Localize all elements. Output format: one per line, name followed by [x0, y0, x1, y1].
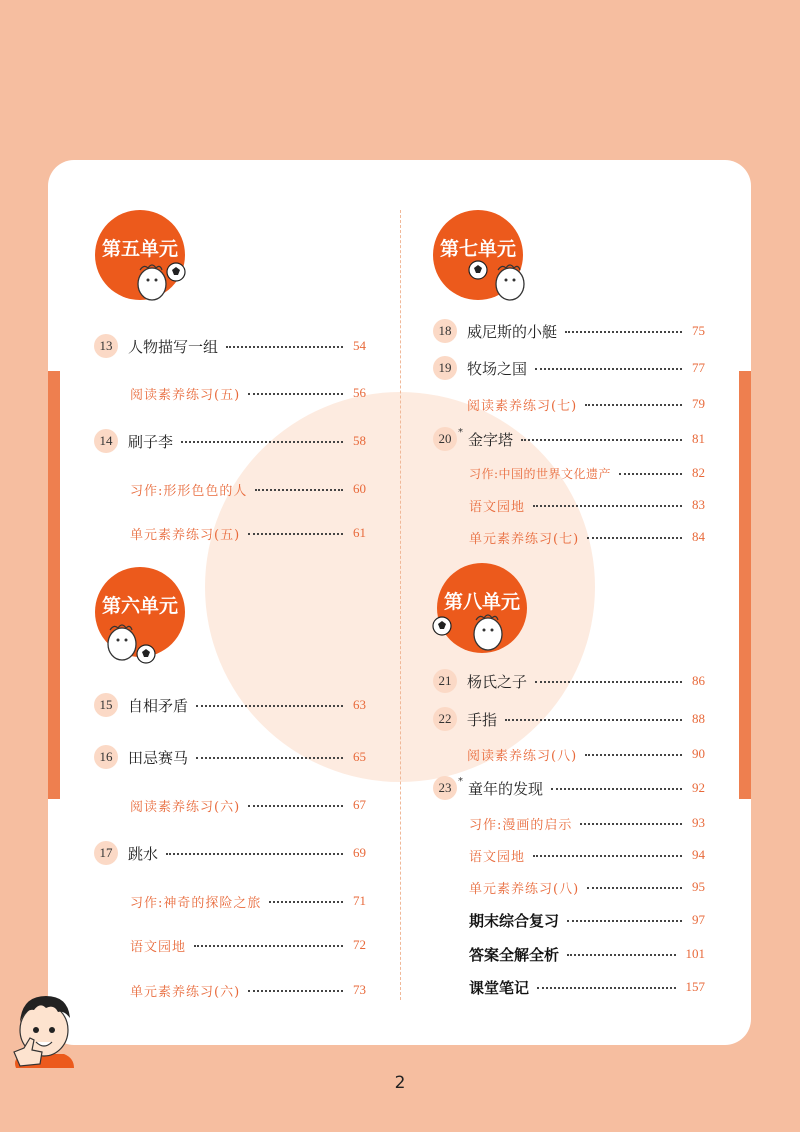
leader-dots	[535, 681, 682, 683]
page-ref: 73	[353, 982, 366, 997]
leader-dots	[567, 954, 675, 956]
page-ref: 56	[353, 385, 366, 400]
leader-dots	[226, 346, 343, 348]
writing-title: 习作:形形色色的人	[130, 483, 248, 499]
toc-entry[interactable]	[469, 525, 705, 549]
practice-title: 阅读素养练习(八)	[467, 748, 578, 764]
page-ref: 65	[353, 749, 366, 764]
page-ref: 77	[692, 360, 705, 375]
leader-dots	[533, 855, 682, 857]
practice-title: 单元素养练习(五)	[130, 527, 241, 543]
leader-dots	[619, 473, 682, 475]
column-divider	[400, 210, 401, 1000]
thumbs-up-boy-icon	[8, 990, 80, 1082]
right-edge-bar	[739, 371, 751, 799]
lesson-number: 14	[94, 429, 118, 453]
leader-dots	[535, 368, 682, 370]
page-ref: 88	[692, 711, 705, 726]
toc-entry[interactable]	[467, 742, 705, 766]
page-ref: 82	[692, 465, 705, 480]
left-edge-bar	[48, 371, 60, 799]
lesson-number: 23	[433, 776, 457, 800]
leader-dots	[567, 920, 682, 922]
page-ref: 101	[685, 946, 705, 961]
leader-dots	[269, 901, 343, 903]
toc-entry[interactable]	[130, 889, 366, 913]
toc-entry[interactable]	[94, 334, 366, 358]
garden-title: 语文园地	[130, 939, 187, 955]
page-ref: 58	[353, 433, 366, 448]
leader-dots	[181, 441, 343, 443]
toc-entry[interactable]	[94, 429, 366, 453]
leader-dots	[533, 505, 682, 507]
toc-entry[interactable]	[433, 319, 705, 343]
lesson-number: 22	[433, 707, 457, 731]
unit5-title: 第五单元	[101, 238, 178, 260]
page-ref: 61	[353, 525, 366, 540]
practice-title: 阅读素养练习(五)	[130, 387, 241, 403]
leader-dots	[196, 757, 343, 759]
lesson-title: 牧场之国	[467, 359, 528, 378]
final-review-title: 期末综合复习	[469, 911, 560, 930]
mascot-soccer-icon	[128, 256, 190, 304]
lesson-number: 18	[433, 319, 457, 343]
optional-star: *	[458, 427, 463, 438]
leader-dots	[248, 990, 343, 992]
lesson-title: 杨氏之子	[467, 672, 528, 691]
practice-title: 单元素养练习(七)	[469, 531, 580, 547]
lesson-number: 20	[433, 427, 457, 451]
practice-title: 阅读素养练习(七)	[467, 398, 578, 414]
toc-entry[interactable]	[433, 707, 705, 731]
page-ref: 75	[692, 323, 705, 338]
page-ref: 90	[692, 746, 705, 761]
writing-title: 习作:中国的世界文化遗产	[469, 466, 612, 481]
leader-dots	[255, 489, 343, 491]
practice-title: 阅读素养练习(六)	[130, 799, 241, 815]
notes-title: 课堂笔记	[469, 978, 530, 997]
unit8-title: 第八单元	[443, 591, 520, 613]
unit7-title: 第七单元	[439, 238, 516, 260]
leader-dots	[248, 805, 343, 807]
page-ref: 92	[692, 780, 705, 795]
lesson-title: 童年的发现	[468, 779, 544, 798]
toc-entry[interactable]	[130, 381, 366, 405]
leader-dots	[587, 887, 682, 889]
toc-entry[interactable]	[130, 793, 366, 817]
page-ref: 93	[692, 815, 705, 830]
lesson-title: 田忌赛马	[128, 748, 189, 767]
mascot-soccer-icon	[100, 618, 160, 666]
lesson-number: 17	[94, 841, 118, 865]
lesson-title: 跳水	[128, 844, 159, 863]
toc-entry[interactable]	[130, 933, 366, 957]
toc-entry[interactable]	[433, 356, 705, 380]
toc-entry[interactable]	[469, 908, 705, 932]
page-ref: 79	[692, 396, 705, 411]
garden-title: 语文园地	[469, 499, 526, 515]
page-ref: 54	[353, 338, 366, 353]
garden-title: 语文园地	[469, 849, 526, 865]
toc-entry[interactable]	[469, 942, 705, 966]
lesson-number: 21	[433, 669, 457, 693]
leader-dots	[585, 404, 682, 406]
toc-entry[interactable]	[469, 461, 705, 485]
leader-dots	[585, 754, 682, 756]
leader-dots	[587, 537, 682, 539]
page-ref: 84	[692, 529, 705, 544]
leader-dots	[194, 945, 343, 947]
writing-title: 习作:漫画的启示	[469, 817, 573, 833]
page-ref: 69	[353, 845, 366, 860]
lesson-title: 威尼斯的小艇	[467, 322, 558, 341]
toc-entry[interactable]	[94, 841, 366, 865]
lesson-title: 自相矛盾	[128, 696, 189, 715]
leader-dots	[248, 533, 343, 535]
page-ref: 60	[353, 481, 366, 496]
toc-entry[interactable]	[94, 693, 366, 717]
leader-dots	[196, 705, 343, 707]
mascot-soccer-icon	[430, 608, 510, 656]
toc-entry[interactable]	[433, 427, 705, 451]
leader-dots	[580, 823, 682, 825]
toc-entry[interactable]	[130, 978, 366, 1002]
toc-entry[interactable]	[469, 975, 705, 999]
page-ref: 97	[692, 912, 705, 927]
toc-entry[interactable]	[469, 843, 705, 867]
leader-dots	[248, 393, 343, 395]
page-ref: 83	[692, 497, 705, 512]
leader-dots	[166, 853, 343, 855]
lesson-title: 人物描写一组	[128, 337, 219, 356]
page-ref: 86	[692, 673, 705, 688]
page-number: 2	[394, 1073, 406, 1093]
lesson-title: 手指	[467, 710, 498, 729]
page-ref: 95	[692, 879, 705, 894]
leader-dots	[537, 987, 675, 989]
leader-dots	[521, 439, 682, 441]
lesson-number: 15	[94, 693, 118, 717]
answers-title: 答案全解全析	[469, 945, 560, 964]
lesson-number: 16	[94, 745, 118, 769]
toc-entry[interactable]	[433, 669, 705, 693]
leader-dots	[505, 719, 682, 721]
toc-entry[interactable]	[433, 776, 705, 800]
toc-entry[interactable]	[130, 477, 366, 501]
leader-dots	[565, 331, 682, 333]
lesson-number: 19	[433, 356, 457, 380]
practice-title: 单元素养练习(八)	[469, 881, 580, 897]
page-ref: 72	[353, 937, 366, 952]
toc-entry[interactable]	[94, 745, 366, 769]
toc-entry[interactable]	[130, 521, 366, 545]
optional-star: *	[458, 776, 463, 787]
practice-title: 单元素养练习(六)	[130, 984, 241, 1000]
toc-entry[interactable]	[467, 392, 705, 416]
page-ref: 81	[692, 431, 705, 446]
page-ref: 94	[692, 847, 705, 862]
unit6-title: 第六单元	[101, 595, 178, 617]
toc-entry[interactable]	[469, 811, 705, 835]
lesson-title: 刷子李	[128, 432, 174, 451]
mascot-soccer-icon	[466, 256, 534, 304]
toc-entry[interactable]	[469, 493, 705, 517]
leader-dots	[551, 788, 682, 790]
page-ref: 71	[353, 893, 366, 908]
page-ref: 63	[353, 697, 366, 712]
writing-title: 习作:神奇的探险之旅	[130, 895, 262, 911]
page-ref: 157	[685, 979, 705, 994]
lesson-title: 金字塔	[468, 430, 514, 449]
lesson-number: 13	[94, 334, 118, 358]
toc-entry[interactable]	[469, 875, 705, 899]
page-ref: 67	[353, 797, 366, 812]
